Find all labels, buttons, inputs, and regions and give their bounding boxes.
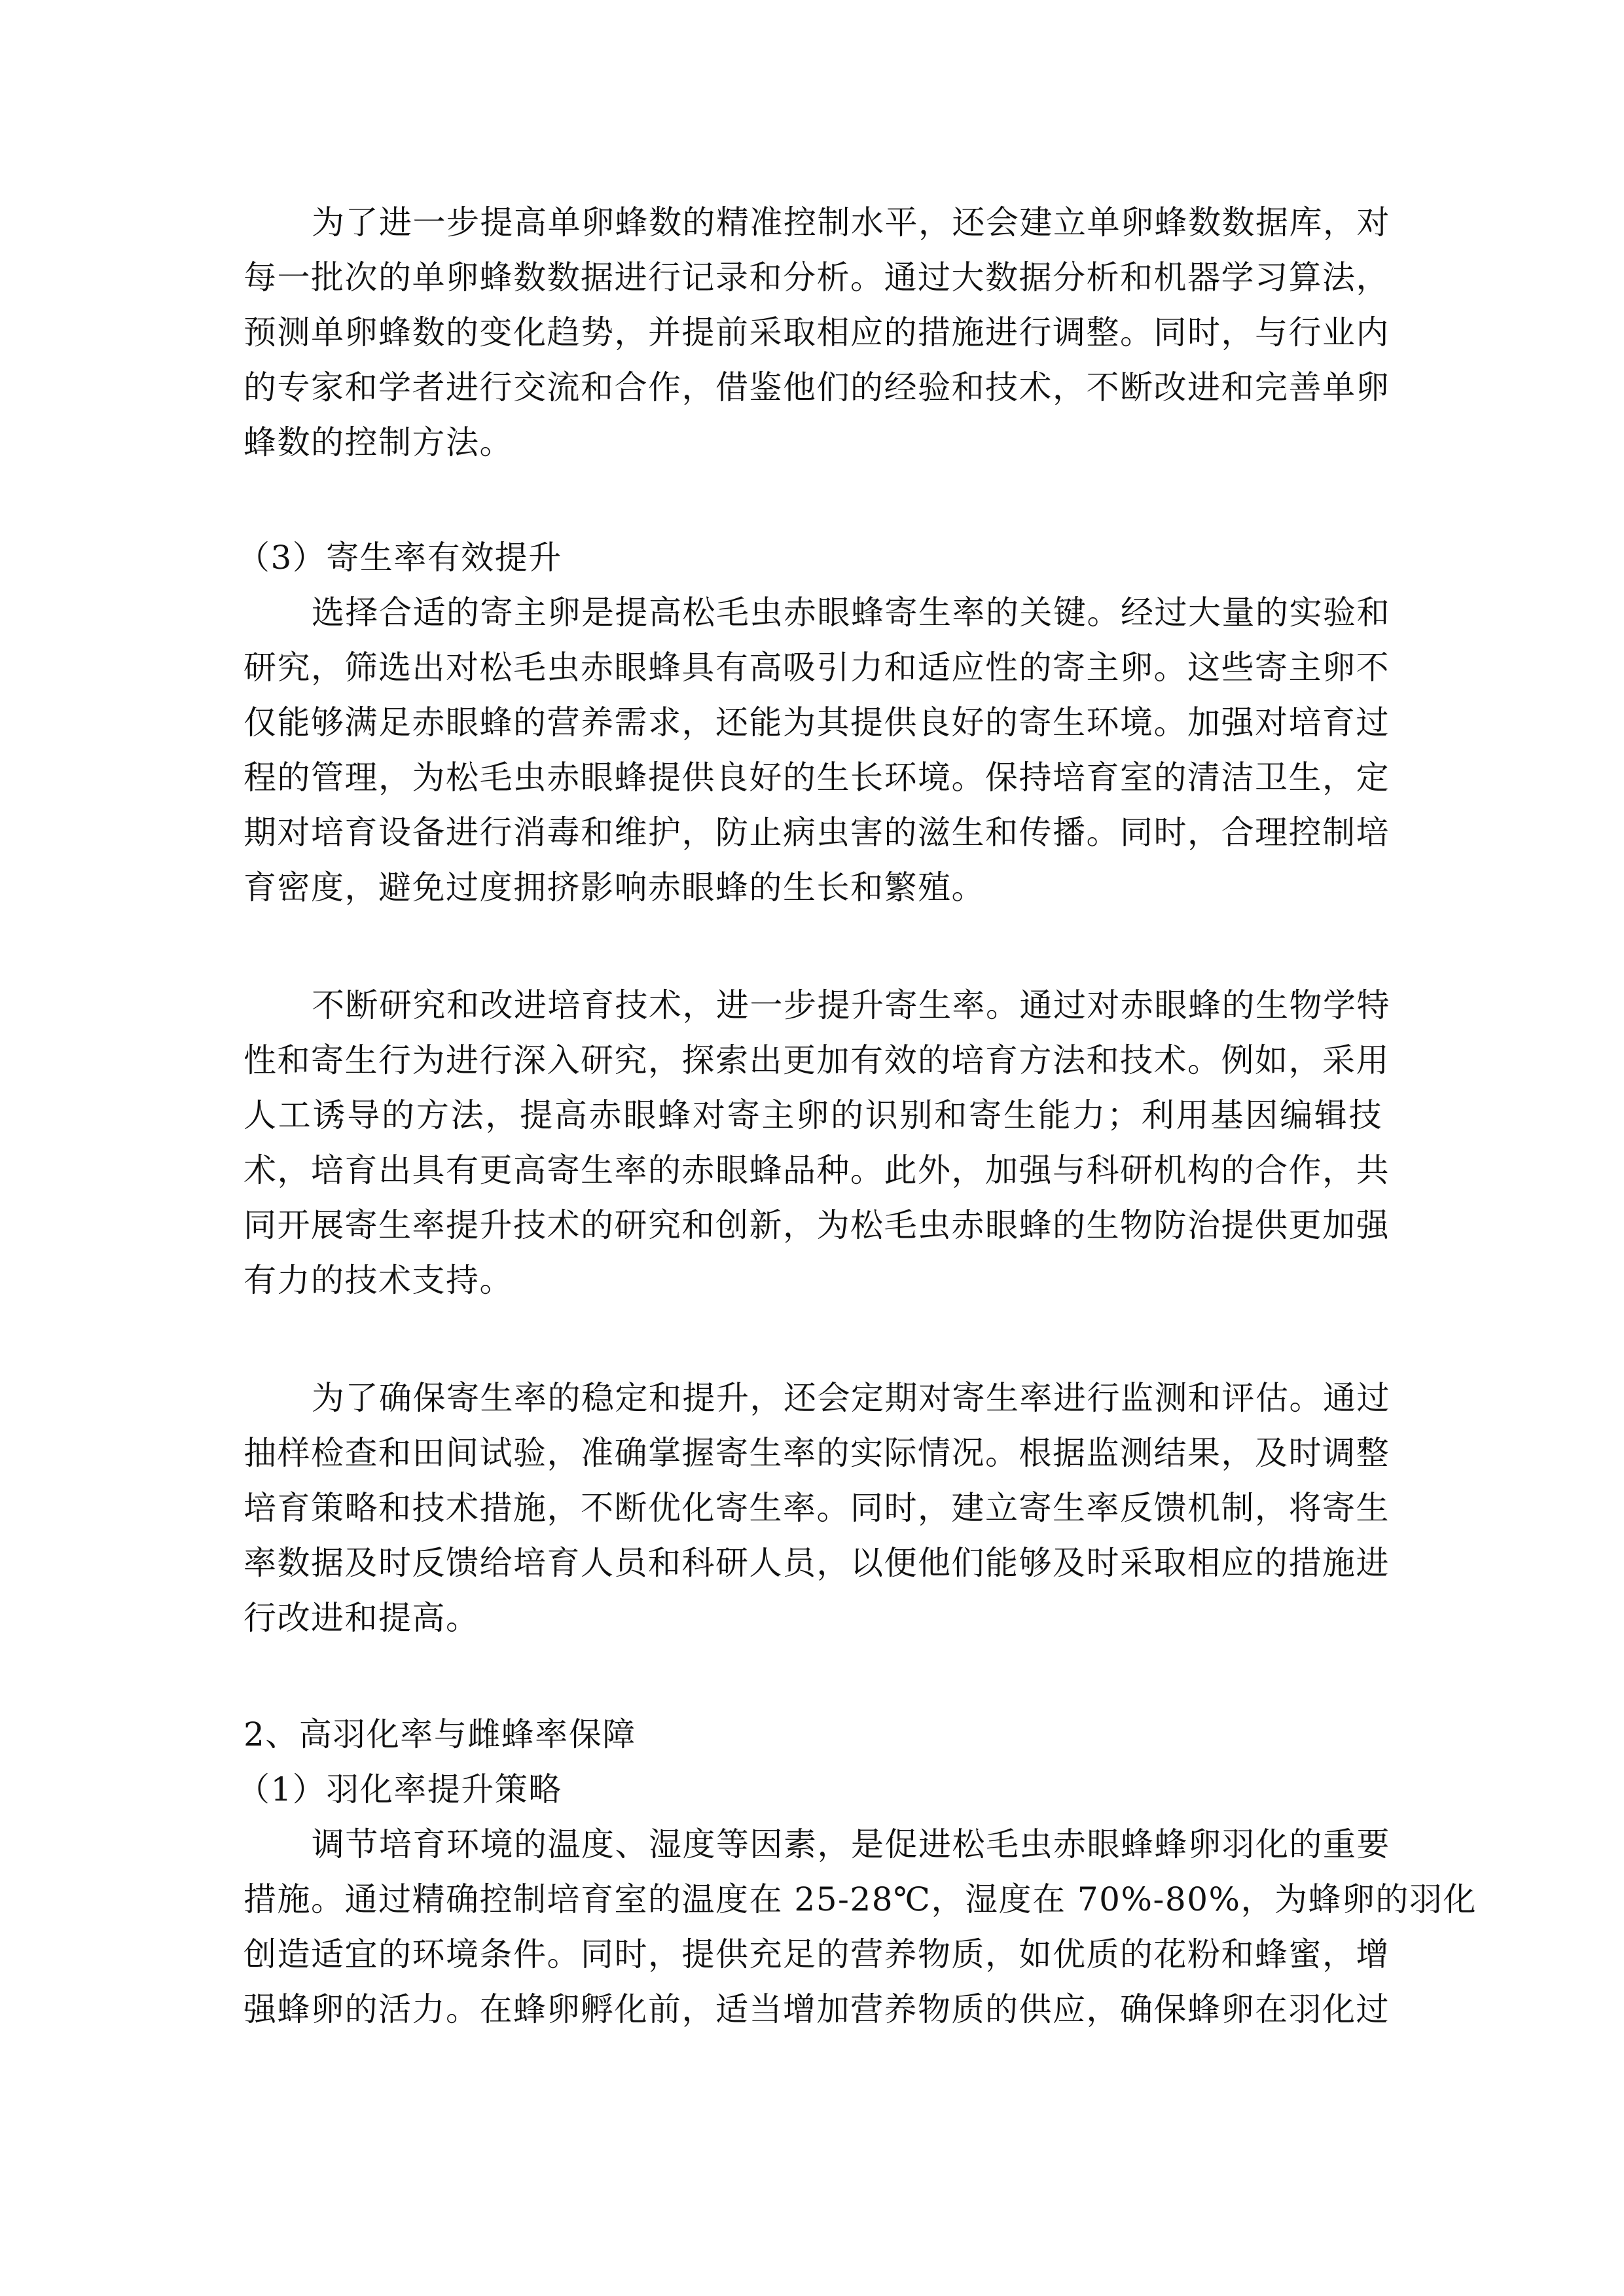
paragraph-5-line-1: 调节培育环境的温度、湿度等因素，是促进松毛虫赤眼蜂蜂卵羽化的重要 [312,1825,1390,1863]
paragraph-3-line-4: 术，培育出具有更高寄生率的赤眼蜂品种。此外，加强与科研机构的合作，共 [244,1151,1390,1189]
paragraph-3-line-2: 性和寄生行为进行深入研究，探索出更加有效的培育方法和技术。例如，采用 [244,1041,1390,1079]
paragraph-2-line-5: 期对培育设备进行消毒和维护，防止病虫害的滋生和传播。同时，合理控制培 [244,814,1390,852]
paragraph-1-line-4: 的专家和学者进行交流和合作，借鉴他们的经验和技术，不断改进和完善单卵 [244,368,1390,406]
paragraph-5-line-4: 强蜂卵的活力。在蜂卵孵化前，适当增加营养物质的供应，确保蜂卵在羽化过 [244,1990,1390,2028]
section-heading-parasitism: （3）寄生率有效提升 [237,539,562,577]
paragraph-4-line-2: 抽样检查和田间试验，准确掌握寄生率的实际情况。根据监测结果，及时调整 [244,1434,1390,1472]
paragraph-1-line-5: 蜂数的控制方法。 [244,423,513,461]
paragraph-4-line-1: 为了确保寄生率的稳定和提升，还会定期对寄生率进行监测和评估。通过 [312,1379,1390,1417]
paragraph-3-line-3: 人工诱导的方法，提高赤眼蜂对寄主卵的识别和寄生能力；利用基因编辑技 [244,1096,1382,1134]
paragraph-1-line-1: 为了进一步提高单卵蜂数的精准控制水平，还会建立单卵蜂数数据库，对 [312,204,1390,242]
paragraph-5-line-3: 创造适宜的环境条件。同时，提供充足的营养物质，如优质的花粉和蜂蜜，增 [244,1935,1390,1973]
paragraph-1-line-2: 每一批次的单卵蜂数数据进行记录和分析。通过大数据分析和机器学习算法， [244,259,1390,296]
paragraph-1-line-3: 预测单卵蜂数的变化趋势，并提前采取相应的措施进行调整。同时，与行业内 [244,314,1390,351]
paragraph-4-line-4: 率数据及时反馈给培育人员和科研人员，以便他们能够及时采取相应的措施进 [244,1544,1390,1582]
paragraph-2-line-2: 研究，筛选出对松毛虫赤眼蜂具有高吸引力和适应性的寄主卵。这些寄主卵不 [244,649,1390,687]
paragraph-2-line-1: 选择合适的寄主卵是提高松毛虫赤眼蜂寄生率的关键。经过大量的实验和 [312,594,1390,632]
paragraph-5-line-2: 措施。通过精确控制培育室的温度在 25-28℃，湿度在 70%-80%，为蜂卵的羽化 [244,1880,1477,1918]
subsection-heading-emergence-strategy: （1）羽化率提升策略 [237,1770,562,1808]
paragraph-4-line-5: 行改进和提高。 [244,1599,480,1637]
paragraph-2-line-3: 仅能够满足赤眼蜂的营养需求，还能为其提供良好的寄生环境。加强对培育过 [244,704,1390,742]
paragraph-3-line-5: 同开展寄生率提升技术的研究和创新，为松毛虫赤眼蜂的生物防治提供更加强 [244,1206,1390,1244]
paragraph-4-line-3: 培育策略和技术措施，不断优化寄生率。同时，建立寄生率反馈机制，将寄生 [244,1489,1390,1527]
paragraph-3-line-6: 有力的技术支持。 [244,1261,513,1299]
paragraph-3-line-1: 不断研究和改进培育技术，进一步提升寄生率。通过对赤眼蜂的生物学特 [312,986,1390,1024]
paragraph-2-line-6: 育密度，避免过度拥挤影响赤眼蜂的生长和繁殖。 [244,869,985,906]
section-heading-emergence-female-rate: 2、高羽化率与雌蜂率保障 [244,1715,636,1753]
paragraph-2-line-4: 程的管理，为松毛虫赤眼蜂提供良好的生长环境。保持培育室的清洁卫生，定 [244,759,1390,797]
